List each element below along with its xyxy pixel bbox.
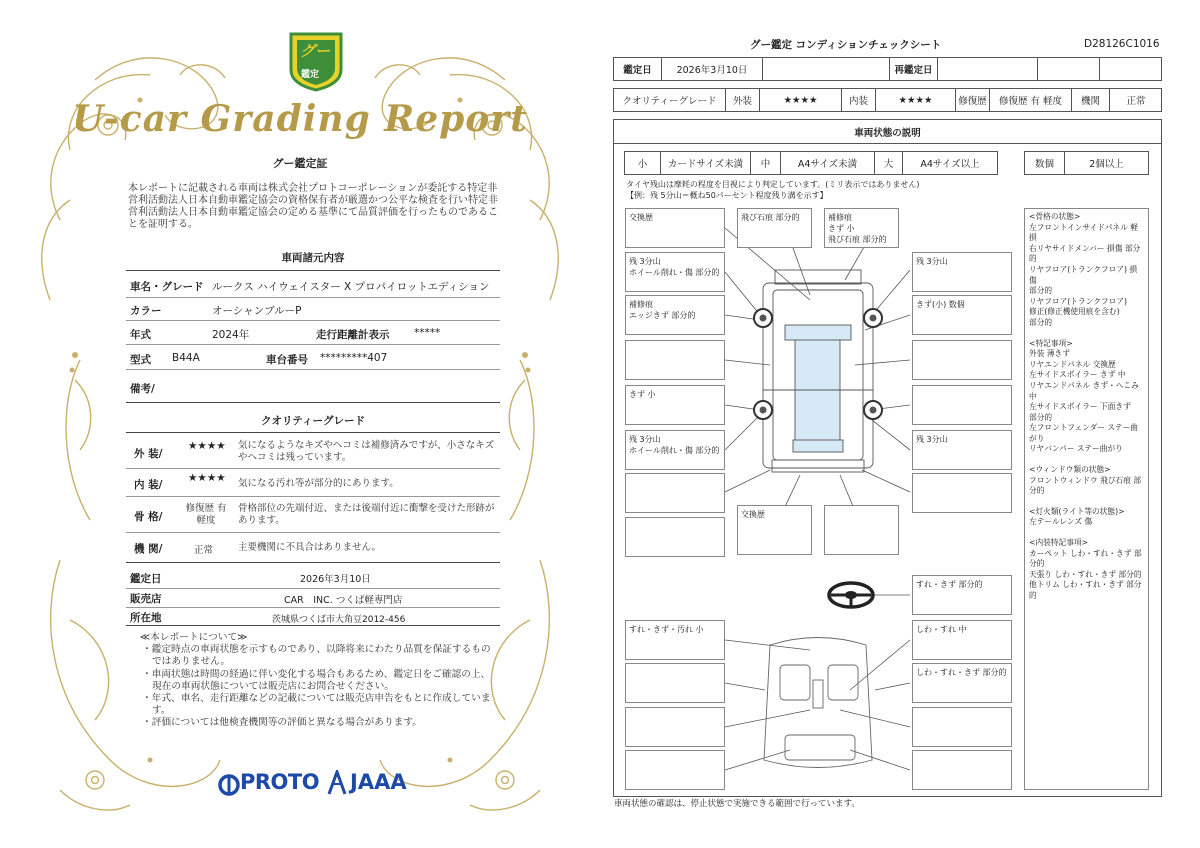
year-value: 2024年 bbox=[212, 329, 250, 341]
mileage-value: ***** bbox=[414, 327, 441, 339]
condition-box-front-left: 交換歴 bbox=[625, 208, 725, 248]
special-notes: <特記事項> 外装 薄きず リヤエンドパネル 交換歴 左サイドスポイラー きず 中 リヤエンドパネル きず・へこみ 中 左サイドスポイラー 下面きず 部分的 左フロントフェンダー ステー曲がり リヤバンパー ステー曲がり bbox=[1029, 338, 1139, 454]
proto-logo-icon bbox=[217, 773, 241, 797]
engine-value: 正常 bbox=[194, 545, 214, 556]
exterior-stars: ★★★★ bbox=[188, 440, 226, 452]
condition-box-rear: 交換歴 bbox=[737, 505, 812, 555]
certificate-subtitle: グー鑑定証 bbox=[272, 157, 328, 170]
divider bbox=[126, 625, 500, 626]
size-small-desc: カードサイズ未満 bbox=[661, 152, 751, 174]
color-label: カラー bbox=[130, 305, 162, 317]
ext-label: 外装 bbox=[726, 89, 760, 111]
size-large-desc: A4サイズ以上 bbox=[920, 159, 980, 170]
badge-text-top: グー bbox=[300, 42, 331, 60]
condition-box-carpet: しわ・すれ・きず 部分的 bbox=[912, 663, 1012, 703]
sheet-footer: 車両状態の確認は、停止状態で実施できる範囲で行っています。 bbox=[614, 799, 860, 809]
note-item: ・車両状態は時間の経過に伴い変化する場合もあるため、鑑定日をご確認の上、現在の車両状態については販売店にお問合せください。 bbox=[142, 668, 491, 692]
condition-notes-list bbox=[1024, 208, 1149, 790]
condition-box-steering: すれ・きず 部分的 bbox=[912, 575, 1012, 615]
divider bbox=[126, 344, 500, 345]
divider bbox=[126, 496, 500, 497]
condition-box-empty bbox=[625, 750, 725, 790]
quality-heading: クオリティーグレード bbox=[261, 415, 365, 427]
model-label: 型式 bbox=[130, 354, 151, 366]
frame-value: 修復歴 有 軽度 bbox=[185, 503, 227, 526]
ext-stars: ★★★★ bbox=[760, 89, 842, 111]
condition-box-tire-fr: 残 3分山 bbox=[912, 252, 1012, 292]
condition-box-empty bbox=[625, 517, 725, 557]
remarks-label: 備考/ bbox=[130, 383, 155, 395]
condition-box-empty bbox=[912, 750, 1012, 790]
condition-box-empty bbox=[824, 505, 899, 555]
frame-label: 骨 格/ bbox=[134, 511, 163, 523]
condition-box-fender-left: 補修痕 エッジきず 部分的 bbox=[625, 295, 725, 335]
condition-box-door-left: きず 小 bbox=[625, 385, 725, 425]
engine-desc: 主要機関に不具合はありません。 bbox=[238, 542, 382, 553]
count-desc: 2個以上 bbox=[1089, 159, 1124, 170]
date-label: 鑑定日 bbox=[614, 58, 662, 80]
frame-desc: 骨格部位の先端付近、または後端付近に衝撃を受けた形跡があります。 bbox=[238, 503, 495, 526]
condition-box-fender-right: きず(小) 数個 bbox=[912, 295, 1012, 335]
certificate-intro: 本レポートに記載される車両は株式会社プロトコーポレーションが委託する特定非営利活動法人日本自動車鑑定協会の資格保有者が厳選かつ公平な検査を行い特定非営利活動法人日本自動車鑑定協会の定める基準にて品質評価を行ったものであることを証明する。 bbox=[128, 183, 498, 230]
shop-value: CAR INC. つくば軽専門店 bbox=[284, 595, 403, 606]
interior-desc: 気になる汚れ等が部分的にあります。 bbox=[238, 478, 399, 489]
condition-box-empty bbox=[625, 707, 725, 747]
condition-box-tire-fl: 残 3分山 ホイール削れ・傷 部分的 bbox=[625, 252, 725, 292]
condition-box-tire-rl: 残 3分山 ホイール削れ・傷 部分的 bbox=[625, 430, 725, 470]
interior-label: 内 装/ bbox=[134, 479, 163, 491]
engine-value: 正常 bbox=[1126, 96, 1146, 107]
divider bbox=[126, 532, 500, 533]
chassis-label: 車台番号 bbox=[266, 354, 308, 366]
divider bbox=[126, 297, 500, 298]
count-label: 数個 bbox=[1025, 152, 1065, 174]
condition-box-tire-rr: 残 3分山 bbox=[912, 430, 1012, 470]
divider bbox=[126, 607, 500, 608]
engine-label: 機関 bbox=[1072, 89, 1110, 111]
divider bbox=[126, 432, 500, 433]
divider bbox=[126, 562, 500, 563]
exterior-desc: 気になるようなキズやヘコミは補修済みですが、小さなキズやヘコミは残っています。 bbox=[238, 440, 495, 463]
light-notes: <灯火類(ライト等の状態)> 左テールレンズ 傷 bbox=[1029, 506, 1125, 527]
repair-value: 修復歴 有 軽度 bbox=[990, 89, 1072, 111]
script-title: U-car Grading Report bbox=[72, 98, 528, 140]
date-value: 2026年3月10日 bbox=[662, 58, 763, 80]
steering-wheel-icon bbox=[826, 580, 876, 610]
notes-section bbox=[140, 632, 500, 730]
engine-label: 機 関/ bbox=[134, 543, 163, 555]
size-mid-desc: A4サイズ未満 bbox=[781, 152, 875, 174]
logo-proto: PROTO bbox=[240, 770, 320, 794]
condition-box-empty bbox=[625, 663, 725, 703]
divider bbox=[126, 468, 500, 469]
condition-box-empty bbox=[912, 385, 1012, 425]
divider bbox=[126, 369, 500, 370]
size-large: 大 bbox=[875, 152, 903, 174]
name-label: 車名・グレード bbox=[130, 281, 204, 293]
condition-box-empty bbox=[912, 473, 1012, 513]
size-small: 小 bbox=[625, 152, 661, 174]
reinspect-label: 再鑑定日 bbox=[890, 58, 938, 80]
divider bbox=[126, 588, 500, 589]
condition-sheet bbox=[600, 0, 1200, 848]
spec-heading: 車両諸元内容 bbox=[281, 252, 345, 264]
condition-box-front: 飛び石痕 部分的 bbox=[737, 208, 812, 248]
interior-stars: ★★★★ bbox=[188, 472, 226, 484]
window-notes: <ウィンドウ類の状態> フロントウィンドウ 飛び石痕 部分的 bbox=[1029, 465, 1142, 496]
date-label: 鑑定日 bbox=[130, 573, 162, 585]
grade-label: クオリティーグレード bbox=[614, 89, 726, 111]
shop-label: 販売店 bbox=[130, 593, 162, 605]
divider bbox=[126, 402, 500, 403]
condition-heading: 車両状態の説明 bbox=[854, 127, 921, 139]
condition-box-windshield: 補修痕 きず 小 飛び石痕 部分的 bbox=[824, 208, 899, 248]
condition-box-empty bbox=[912, 707, 1012, 747]
tire-note-1: タイヤ残山は摩耗の程度を目視により判定しています。(ミリ表示ではありません) bbox=[626, 180, 920, 189]
jaaa-logo-icon bbox=[327, 770, 347, 796]
size-mid: 中 bbox=[751, 152, 781, 174]
int-label: 内装 bbox=[842, 89, 876, 111]
chassis-value: *********407 bbox=[320, 352, 388, 364]
interior-notes: <内装特記事項> カーペット しわ・すれ・きず 部分的 天張り しわ・すれ・きず 部分的 他トリム しわ・すれ・きず 部分的 bbox=[1029, 538, 1142, 600]
year-label: 年式 bbox=[130, 329, 151, 341]
note-item: ・年式、車名、走行距離などの記載については販売店申告をもとに作成しています。 bbox=[142, 693, 491, 717]
mileage-label: 走行距離計表示 bbox=[316, 329, 390, 341]
condition-box-empty bbox=[625, 340, 725, 380]
date-value: 2026年3月10日 bbox=[300, 574, 371, 585]
condition-box-empty bbox=[625, 473, 725, 513]
frame-notes: <骨格の状態> 左フロントインサイドパネル 軽損 右リヤサイドメンバー 損傷 部分的 リヤフロア(トランクフロア) 損傷 部分的 リヤフロア(トランクフロア) 修正(修正機使用痕を含む) 部分的 bbox=[1029, 212, 1141, 327]
tire-note-2: 【例：残 5分山＝概ね50パーセント程度残り溝を示す】 bbox=[626, 191, 828, 200]
address-value: 茨城県つくば市大角豆2012-456 bbox=[272, 615, 406, 625]
int-stars: ★★★★ bbox=[876, 89, 956, 111]
address-label: 所在地 bbox=[130, 612, 162, 624]
divider bbox=[126, 320, 500, 321]
sheet-title: グー鑑定 コンディションチェックシート bbox=[750, 39, 942, 51]
color-value: オーシャンブルーP bbox=[212, 305, 302, 317]
note-item: ・鑑定時点の車両状態を示すものであり、以降将来にわたり品質を保証するものではありません。 bbox=[142, 644, 491, 668]
logo-jaaa: JAAA bbox=[350, 770, 407, 794]
repair-label: 修復歴 bbox=[956, 89, 990, 111]
name-value: ルークス ハイウェイスター X プロパイロットエディション bbox=[212, 281, 490, 293]
note-item: ・評価については他検査機関等の評価と異なる場合があります。 bbox=[142, 717, 422, 729]
notes-title: ≪本レポートについて≫ bbox=[140, 632, 248, 643]
condition-box-front-seat: しわ・すれ 中 bbox=[912, 620, 1012, 660]
badge-text-bottom: 鑑定 bbox=[301, 70, 320, 80]
exterior-label: 外 装/ bbox=[134, 448, 163, 460]
model-value: B44A bbox=[172, 352, 200, 364]
condition-box-dashboard: すれ・きず・汚れ 小 bbox=[625, 620, 725, 660]
condition-box-empty bbox=[912, 340, 1012, 380]
sheet-code: D28126C1016 bbox=[1084, 38, 1160, 50]
divider bbox=[126, 270, 500, 271]
